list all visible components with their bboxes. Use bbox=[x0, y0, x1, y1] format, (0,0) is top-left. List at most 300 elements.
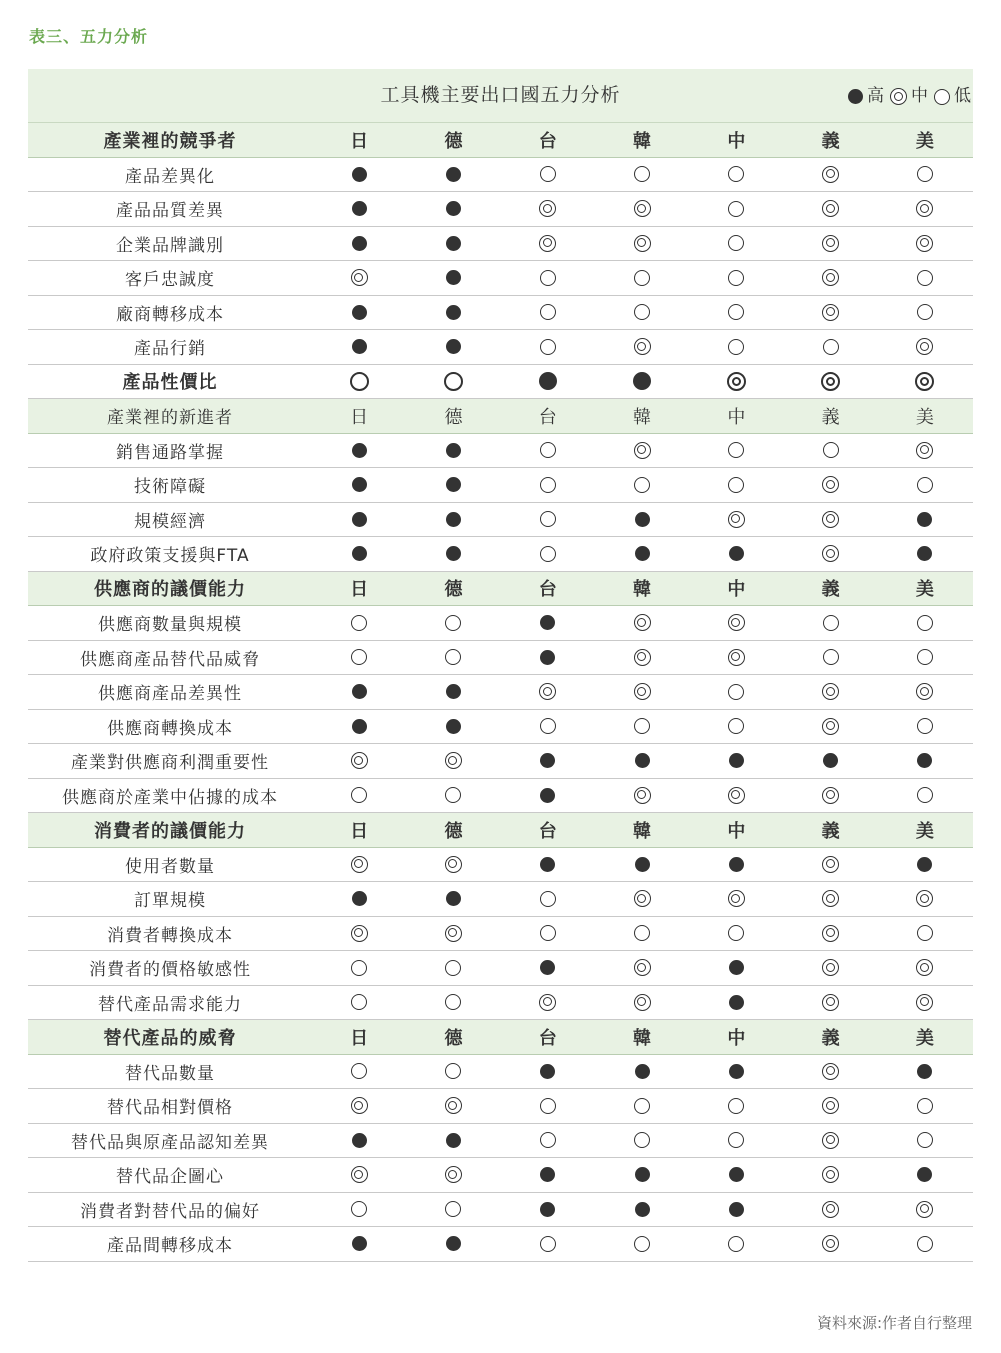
hollow-circle-icon bbox=[444, 372, 463, 391]
rating-cell bbox=[501, 442, 595, 458]
double-circle-icon bbox=[822, 959, 839, 976]
table-row bbox=[28, 606, 973, 641]
double-circle-icon bbox=[351, 1166, 368, 1183]
double-circle-icon bbox=[822, 1132, 839, 1149]
hollow-circle-icon bbox=[351, 1201, 367, 1217]
rating-cell bbox=[878, 338, 972, 355]
double-circle-icon bbox=[634, 614, 651, 631]
rating-cell bbox=[878, 200, 972, 217]
rating-cell bbox=[783, 1201, 877, 1218]
double-circle-icon bbox=[822, 1166, 839, 1183]
rating-cell bbox=[878, 925, 972, 941]
double-circle-icon bbox=[634, 683, 651, 700]
filled-circle-icon bbox=[352, 305, 367, 320]
filled-circle-icon bbox=[446, 1236, 461, 1251]
filled-circle-icon bbox=[352, 512, 367, 527]
hollow-circle-icon bbox=[540, 304, 556, 320]
double-circle-icon bbox=[728, 890, 745, 907]
factor-label: 技術障礙 bbox=[134, 477, 206, 498]
table-row bbox=[28, 951, 973, 986]
double-circle-icon bbox=[822, 1097, 839, 1114]
section-title: 產業裡的新進者 bbox=[107, 408, 233, 429]
factor-label: 消費者轉換成本 bbox=[107, 925, 233, 946]
hollow-circle-icon bbox=[540, 1132, 556, 1148]
rating-cell bbox=[689, 753, 783, 768]
rating-cell bbox=[501, 857, 595, 872]
hollow-circle-icon bbox=[934, 89, 950, 105]
country-header: 中 bbox=[727, 579, 746, 601]
legend-mid-label: 中 bbox=[911, 86, 928, 106]
country-header: 德 bbox=[444, 130, 463, 152]
rating-cell bbox=[689, 304, 783, 320]
hollow-circle-icon bbox=[351, 1063, 367, 1079]
hollow-circle-icon bbox=[540, 511, 556, 527]
rating-cell bbox=[501, 477, 595, 493]
rating-cell bbox=[501, 270, 595, 286]
hollow-circle-icon bbox=[351, 787, 367, 803]
rating-cell bbox=[783, 787, 877, 804]
table-row bbox=[28, 744, 973, 779]
hollow-circle-icon bbox=[728, 166, 744, 182]
rating-cell bbox=[312, 925, 406, 942]
country-header: 美 bbox=[915, 406, 934, 428]
table-row bbox=[28, 710, 973, 745]
filled-circle-icon bbox=[540, 1064, 555, 1079]
rating-cell bbox=[406, 1097, 500, 1114]
double-circle-icon bbox=[822, 1063, 839, 1080]
country-header: 韓 bbox=[633, 579, 652, 601]
rating-cell bbox=[595, 200, 689, 217]
rating-cell bbox=[783, 753, 877, 768]
country-header: 中 bbox=[727, 130, 746, 152]
filled-circle-icon bbox=[540, 960, 555, 975]
hollow-circle-icon bbox=[634, 925, 650, 941]
hollow-circle-icon bbox=[917, 166, 933, 182]
rating-cell bbox=[689, 339, 783, 355]
double-circle-icon bbox=[821, 372, 840, 391]
factor-label: 替代品數量 bbox=[125, 1063, 215, 1084]
rating-cell bbox=[689, 925, 783, 941]
country-header: 韓 bbox=[633, 130, 652, 152]
rating-cell bbox=[783, 649, 877, 665]
filled-circle-icon bbox=[352, 1133, 367, 1148]
rating-cell bbox=[689, 890, 783, 907]
filled-circle-icon bbox=[635, 546, 650, 561]
hollow-circle-icon bbox=[728, 201, 744, 217]
rating-cell bbox=[878, 890, 972, 907]
rating-cell bbox=[878, 442, 972, 459]
country-header: 日 bbox=[350, 130, 369, 152]
hollow-circle-icon bbox=[634, 1236, 650, 1252]
rating-cell bbox=[783, 166, 877, 183]
double-circle-icon bbox=[822, 994, 839, 1011]
rating-cell bbox=[501, 925, 595, 941]
rating-cell bbox=[406, 960, 500, 976]
hollow-circle-icon bbox=[445, 649, 461, 665]
hollow-circle-icon bbox=[634, 718, 650, 734]
hollow-circle-icon bbox=[634, 270, 650, 286]
rating-cell bbox=[595, 1202, 689, 1217]
rating-cell bbox=[878, 1064, 972, 1079]
hollow-circle-icon bbox=[728, 235, 744, 251]
hollow-circle-icon bbox=[728, 477, 744, 493]
rating-cell bbox=[406, 787, 500, 803]
filled-circle-icon bbox=[917, 546, 932, 561]
hollow-circle-icon bbox=[917, 270, 933, 286]
rating-cell bbox=[689, 201, 783, 217]
hollow-circle-icon bbox=[351, 960, 367, 976]
hollow-circle-icon bbox=[728, 339, 744, 355]
double-circle-icon bbox=[915, 372, 934, 391]
double-circle-icon bbox=[916, 683, 933, 700]
hollow-circle-icon bbox=[728, 270, 744, 286]
rating-cell bbox=[312, 477, 406, 492]
table-row bbox=[28, 503, 973, 538]
rating-cell bbox=[501, 1202, 595, 1217]
rating-cell bbox=[501, 1167, 595, 1182]
rating-cell bbox=[783, 339, 877, 355]
section-title: 消費者的議價能力 bbox=[94, 820, 246, 842]
table-row bbox=[28, 779, 973, 814]
filled-circle-icon bbox=[446, 719, 461, 734]
double-circle-icon bbox=[539, 200, 556, 217]
rating-cell bbox=[501, 788, 595, 803]
country-header: 韓 bbox=[633, 820, 652, 842]
filled-circle-icon bbox=[633, 372, 651, 390]
rating-cell bbox=[689, 442, 783, 458]
hollow-circle-icon bbox=[634, 304, 650, 320]
rating-cell bbox=[406, 891, 500, 906]
rating-cell bbox=[689, 1132, 783, 1148]
rating-cell bbox=[312, 856, 406, 873]
rating-cell bbox=[783, 615, 877, 631]
hollow-circle-icon bbox=[540, 477, 556, 493]
filled-circle-icon bbox=[540, 788, 555, 803]
country-header: 日 bbox=[350, 579, 369, 601]
filled-circle-icon bbox=[540, 753, 555, 768]
rating-cell bbox=[595, 959, 689, 976]
double-circle-icon bbox=[634, 235, 651, 252]
double-circle-icon bbox=[822, 511, 839, 528]
filled-circle-icon bbox=[446, 684, 461, 699]
table-row bbox=[28, 330, 973, 365]
rating-cell bbox=[783, 1166, 877, 1183]
rating-cell bbox=[312, 236, 406, 251]
factor-label: 消費者對替代品的偏好 bbox=[80, 1201, 260, 1222]
double-circle-icon bbox=[822, 787, 839, 804]
rating-cell bbox=[878, 718, 972, 734]
source-note: 資料來源:作者自行整理 bbox=[816, 1314, 972, 1332]
legend-low-label: 低 bbox=[954, 86, 971, 106]
rating-cell bbox=[406, 236, 500, 251]
double-circle-icon bbox=[916, 338, 933, 355]
filled-circle-icon bbox=[540, 1202, 555, 1217]
rating-cell bbox=[689, 1202, 783, 1217]
rating-cell bbox=[312, 1097, 406, 1114]
hollow-circle-icon bbox=[917, 718, 933, 734]
rating-cell bbox=[783, 269, 877, 286]
rating-cell bbox=[312, 512, 406, 527]
country-header: 台 bbox=[538, 130, 557, 152]
factor-label: 替代產品需求能力 bbox=[98, 994, 242, 1015]
country-header: 義 bbox=[821, 820, 840, 842]
rating-cell bbox=[312, 1063, 406, 1079]
filled-circle-icon bbox=[446, 546, 461, 561]
hollow-circle-icon bbox=[540, 1098, 556, 1114]
rating-cell bbox=[312, 269, 406, 286]
rating-cell bbox=[595, 477, 689, 493]
section-title: 產業裡的競爭者 bbox=[103, 130, 237, 152]
filled-circle-icon bbox=[446, 305, 461, 320]
table-row bbox=[28, 296, 973, 331]
rating-cell bbox=[689, 718, 783, 734]
rating-cell bbox=[595, 512, 689, 527]
table-row bbox=[28, 537, 973, 572]
double-circle-icon bbox=[445, 1097, 462, 1114]
hollow-circle-icon bbox=[728, 718, 744, 734]
double-circle-icon bbox=[890, 88, 907, 105]
rating-cell bbox=[595, 442, 689, 459]
double-circle-icon bbox=[727, 372, 746, 391]
rating-cell bbox=[501, 511, 595, 527]
factor-label: 供應商數量與規模 bbox=[98, 615, 242, 636]
double-circle-icon bbox=[728, 511, 745, 528]
section-header-row bbox=[28, 813, 973, 848]
rating-cell bbox=[501, 235, 595, 252]
rating-cell bbox=[406, 649, 500, 665]
section-header-row bbox=[28, 399, 973, 434]
filled-circle-icon bbox=[352, 891, 367, 906]
hollow-circle-icon bbox=[728, 1236, 744, 1252]
double-circle-icon bbox=[728, 649, 745, 666]
country-header: 義 bbox=[821, 579, 840, 601]
rating-cell bbox=[406, 512, 500, 527]
double-circle-icon bbox=[822, 718, 839, 735]
rating-cell bbox=[312, 719, 406, 734]
table-title-bar bbox=[28, 69, 973, 123]
rating-cell bbox=[689, 787, 783, 804]
rating-cell bbox=[312, 994, 406, 1010]
country-header: 台 bbox=[538, 1027, 557, 1049]
section-header-row bbox=[28, 123, 973, 158]
rating-cell bbox=[406, 752, 500, 769]
hollow-circle-icon bbox=[445, 615, 461, 631]
rating-cell bbox=[312, 1166, 406, 1183]
filled-circle-icon bbox=[729, 960, 744, 975]
double-circle-icon bbox=[445, 1166, 462, 1183]
double-circle-icon bbox=[634, 994, 651, 1011]
double-circle-icon bbox=[539, 683, 556, 700]
hollow-circle-icon bbox=[917, 1236, 933, 1252]
double-circle-icon bbox=[351, 925, 368, 942]
rating-cell bbox=[689, 1167, 783, 1182]
rating-cell bbox=[501, 1236, 595, 1252]
filled-circle-icon bbox=[446, 443, 461, 458]
rating-cell bbox=[501, 1098, 595, 1114]
factor-label: 產品性價比 bbox=[122, 372, 218, 394]
rating-cell bbox=[783, 476, 877, 493]
rating-cell bbox=[312, 305, 406, 320]
filled-circle-icon bbox=[352, 236, 367, 251]
rating-cell bbox=[595, 787, 689, 804]
country-header: 中 bbox=[727, 1027, 746, 1049]
rating-cell bbox=[501, 753, 595, 768]
rating-cell bbox=[406, 1063, 500, 1079]
filled-circle-icon bbox=[352, 684, 367, 699]
rating-cell bbox=[878, 1201, 972, 1218]
double-circle-icon bbox=[916, 1201, 933, 1218]
double-circle-icon bbox=[916, 442, 933, 459]
rating-cell bbox=[406, 305, 500, 320]
rating-cell bbox=[783, 1097, 877, 1114]
country-header: 義 bbox=[821, 1027, 840, 1049]
double-circle-icon bbox=[822, 166, 839, 183]
rating-cell bbox=[689, 614, 783, 631]
rating-cell bbox=[406, 372, 500, 391]
hollow-circle-icon bbox=[823, 442, 839, 458]
rating-cell bbox=[595, 994, 689, 1011]
hollow-circle-icon bbox=[445, 1063, 461, 1079]
rating-cell bbox=[595, 304, 689, 320]
country-header: 美 bbox=[915, 1027, 934, 1049]
filled-circle-icon bbox=[352, 201, 367, 216]
table-row bbox=[28, 227, 973, 262]
factor-label: 廠商轉移成本 bbox=[116, 304, 224, 325]
country-header: 韓 bbox=[633, 406, 652, 428]
rating-cell bbox=[878, 994, 972, 1011]
double-circle-icon bbox=[822, 269, 839, 286]
filled-circle-icon bbox=[446, 1133, 461, 1148]
rating-cell bbox=[312, 1133, 406, 1148]
rating-cell bbox=[783, 442, 877, 458]
filled-circle-icon bbox=[446, 201, 461, 216]
filled-circle-icon bbox=[352, 339, 367, 354]
rating-cell bbox=[878, 235, 972, 252]
hollow-circle-icon bbox=[540, 442, 556, 458]
rating-cell bbox=[783, 511, 877, 528]
rating-cell bbox=[878, 787, 972, 803]
factor-label: 產品間轉移成本 bbox=[107, 1236, 233, 1257]
hollow-circle-icon bbox=[540, 270, 556, 286]
double-circle-icon bbox=[351, 1097, 368, 1114]
hollow-circle-icon bbox=[540, 546, 556, 562]
rating-cell bbox=[783, 372, 877, 391]
double-circle-icon bbox=[822, 476, 839, 493]
rating-cell bbox=[501, 166, 595, 182]
filled-circle-icon bbox=[540, 857, 555, 872]
legend bbox=[844, 69, 971, 124]
double-circle-icon bbox=[539, 994, 556, 1011]
rating-cell bbox=[878, 304, 972, 320]
double-circle-icon bbox=[634, 442, 651, 459]
rating-cell bbox=[312, 891, 406, 906]
factor-label: 替代品企圖心 bbox=[116, 1167, 224, 1188]
hollow-circle-icon bbox=[728, 442, 744, 458]
hollow-circle-icon bbox=[350, 372, 369, 391]
rating-cell bbox=[878, 683, 972, 700]
double-circle-icon bbox=[916, 235, 933, 252]
rating-cell bbox=[501, 683, 595, 700]
table-row bbox=[28, 986, 973, 1021]
double-circle-icon bbox=[539, 235, 556, 252]
filled-circle-icon bbox=[446, 270, 461, 285]
rating-cell bbox=[595, 857, 689, 872]
double-circle-icon bbox=[822, 200, 839, 217]
section-title: 供應商的議價能力 bbox=[94, 579, 246, 601]
country-header: 義 bbox=[821, 406, 840, 428]
rating-cell bbox=[406, 994, 500, 1010]
rating-cell bbox=[595, 614, 689, 631]
rating-cell bbox=[595, 753, 689, 768]
country-header: 美 bbox=[915, 820, 934, 842]
country-header: 德 bbox=[444, 820, 463, 842]
rating-cell bbox=[595, 649, 689, 666]
five-forces-table bbox=[28, 69, 973, 1262]
hollow-circle-icon bbox=[540, 166, 556, 182]
factor-label: 客戶忠誠度 bbox=[125, 270, 215, 291]
rating-cell bbox=[406, 546, 500, 561]
filled-circle-icon bbox=[848, 89, 863, 104]
double-circle-icon bbox=[916, 994, 933, 1011]
filled-circle-icon bbox=[729, 1167, 744, 1182]
rating-cell bbox=[783, 683, 877, 700]
rating-cell bbox=[312, 615, 406, 631]
table-row bbox=[28, 1124, 973, 1159]
rating-cell bbox=[501, 304, 595, 320]
rating-cell bbox=[595, 1132, 689, 1148]
filled-circle-icon bbox=[729, 995, 744, 1010]
table-row bbox=[28, 1055, 973, 1090]
rating-cell bbox=[312, 443, 406, 458]
factor-label: 供應商產品差異性 bbox=[98, 684, 242, 705]
rating-cell bbox=[312, 649, 406, 665]
rating-cell bbox=[501, 372, 595, 390]
double-circle-icon bbox=[634, 959, 651, 976]
filled-circle-icon bbox=[635, 1167, 650, 1182]
factor-label: 消費者的價格敏感性 bbox=[89, 960, 251, 981]
filled-circle-icon bbox=[635, 1202, 650, 1217]
rating-cell bbox=[595, 338, 689, 355]
rating-cell bbox=[595, 1064, 689, 1079]
rating-cell bbox=[406, 477, 500, 492]
filled-circle-icon bbox=[446, 891, 461, 906]
rating-cell bbox=[406, 339, 500, 354]
rating-cell bbox=[595, 1236, 689, 1252]
hollow-circle-icon bbox=[540, 1236, 556, 1252]
filled-circle-icon bbox=[352, 546, 367, 561]
filled-circle-icon bbox=[352, 443, 367, 458]
country-header: 台 bbox=[538, 579, 557, 601]
rating-cell bbox=[312, 1236, 406, 1251]
filled-circle-icon bbox=[446, 339, 461, 354]
factor-label: 產品差異化 bbox=[125, 166, 215, 187]
section-header-row bbox=[28, 1020, 973, 1055]
rating-cell bbox=[595, 925, 689, 941]
rating-cell bbox=[406, 1133, 500, 1148]
country-header: 韓 bbox=[633, 1027, 652, 1049]
rating-cell bbox=[689, 270, 783, 286]
double-circle-icon bbox=[351, 269, 368, 286]
rating-cell bbox=[689, 511, 783, 528]
rating-cell bbox=[689, 477, 783, 493]
rating-cell bbox=[689, 166, 783, 182]
double-circle-icon bbox=[351, 856, 368, 873]
rating-cell bbox=[406, 270, 500, 285]
country-header: 中 bbox=[727, 406, 746, 428]
rating-cell bbox=[501, 994, 595, 1011]
filled-circle-icon bbox=[917, 1064, 932, 1079]
rating-cell bbox=[501, 650, 595, 665]
